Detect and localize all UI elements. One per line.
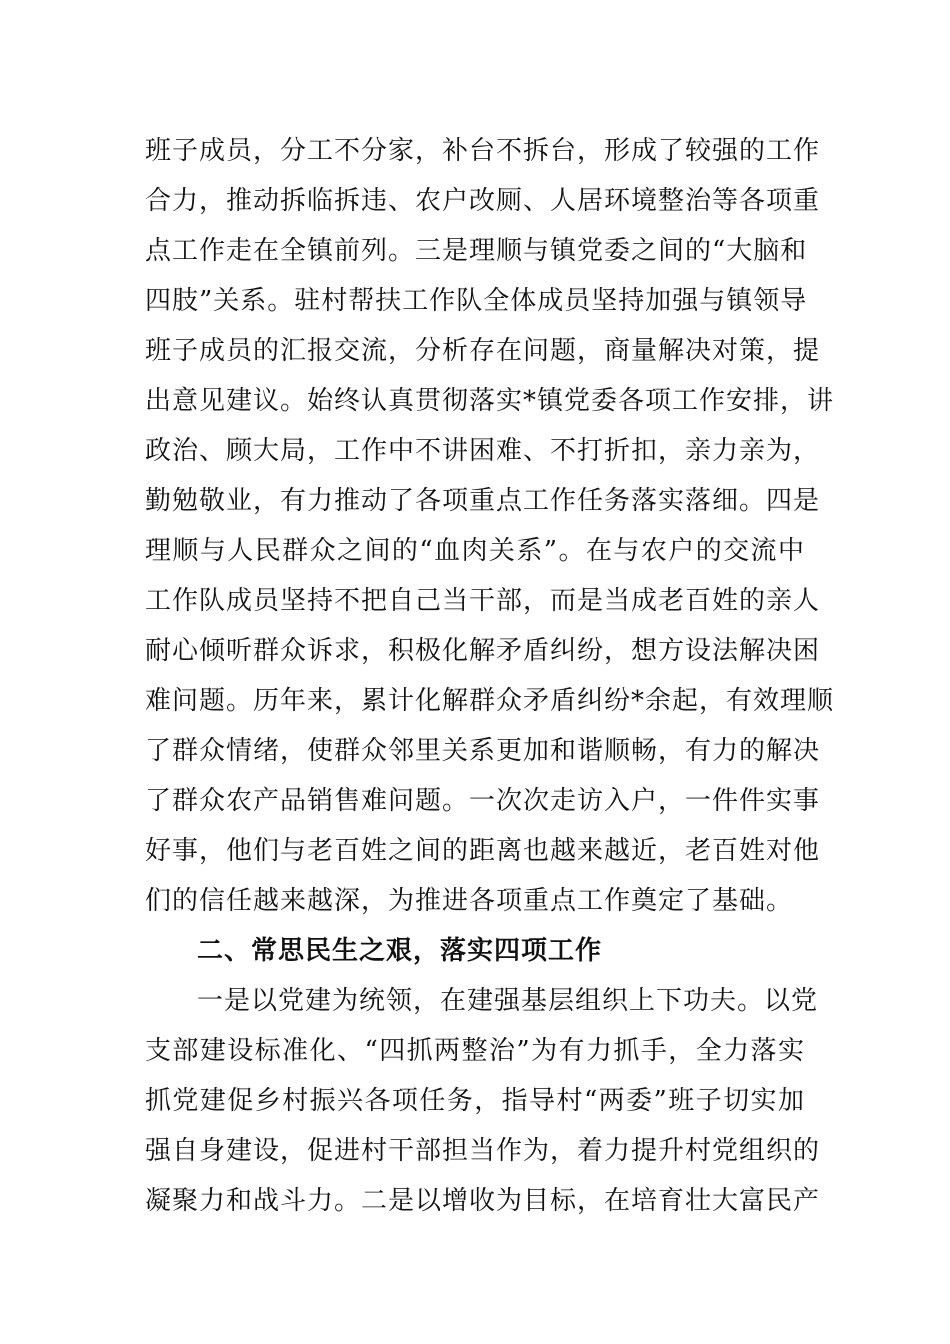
- paragraph-line: 了群众情绪，使群众邻里关系更加和谐顺畅，有力的解决: [145, 736, 821, 766]
- paragraph-line: 班子成员的汇报交流，分析存在问题，商量解决对策，提: [145, 336, 821, 366]
- paragraph-line: 支部建设标准化、“四抓两整治”为有力抓手，全力落实: [145, 1036, 805, 1066]
- section-heading: 二、常思民生之艰，落实四项工作: [197, 936, 603, 966]
- paragraph-line: 一是以党建为统领，在建强基层组织上下功夫。以党: [197, 986, 819, 1016]
- paragraph-line: 出意见建议。始终认真贯彻落实*镇党委各项工作安排，讲: [145, 386, 835, 416]
- paragraph-line: 强自身建设，促进村干部担当作为，着力提升村党组织的: [145, 1136, 821, 1166]
- paragraph-line: 凝聚力和战斗力。二是以增收为目标，在培育壮大富民产: [145, 1186, 821, 1216]
- paragraph-line: 抓党建促乡村振兴各项任务，指导村“两委”班子切实加: [145, 1086, 805, 1116]
- paragraph-line: 耐心倾听群众诉求，积极化解矛盾纠纷，想方设法解决困: [145, 636, 821, 666]
- paragraph-line: 好事，他们与老百姓之间的距离也越来越近，老百姓对他: [145, 836, 821, 866]
- paragraph-line: 难问题。历年来，累计化解群众矛盾纠纷*余起，有效理顺: [145, 686, 835, 716]
- paragraph-line: 们的信任越来越深，为推进各项重点工作奠定了基础。: [145, 886, 794, 916]
- paragraph-line: 合力，推动拆临拆违、农户改厕、人居环境整治等各项重: [145, 186, 821, 216]
- paragraph-line: 了群众农产品销售难问题。一次次走访入户，一件件实事: [145, 786, 821, 816]
- document-body: [145, 126, 835, 1226]
- paragraph-line: 班子成员，分工不分家，补台不拆台，形成了较强的工作: [145, 136, 821, 166]
- paragraph-line: 四肢”关系。驻村帮扶工作队全体成员坚持加强与镇领导: [145, 286, 808, 316]
- paragraph-line: 点工作走在全镇前列。三是理顺与镇党委之间的“大脑和: [145, 236, 808, 266]
- paragraph-line: 工作队成员坚持不把自己当干部，而是当成老百姓的亲人: [145, 586, 821, 616]
- paragraph-line: 理顺与人民群众之间的“血肉关系”。在与农户的交流中: [145, 536, 805, 566]
- paragraph-line: 政治、顾大局，工作中不讲困难、不打折扣，亲力亲为，: [145, 436, 821, 466]
- paragraph-line: 勤勉敬业，有力推动了各项重点工作任务落实落细。四是: [145, 486, 821, 516]
